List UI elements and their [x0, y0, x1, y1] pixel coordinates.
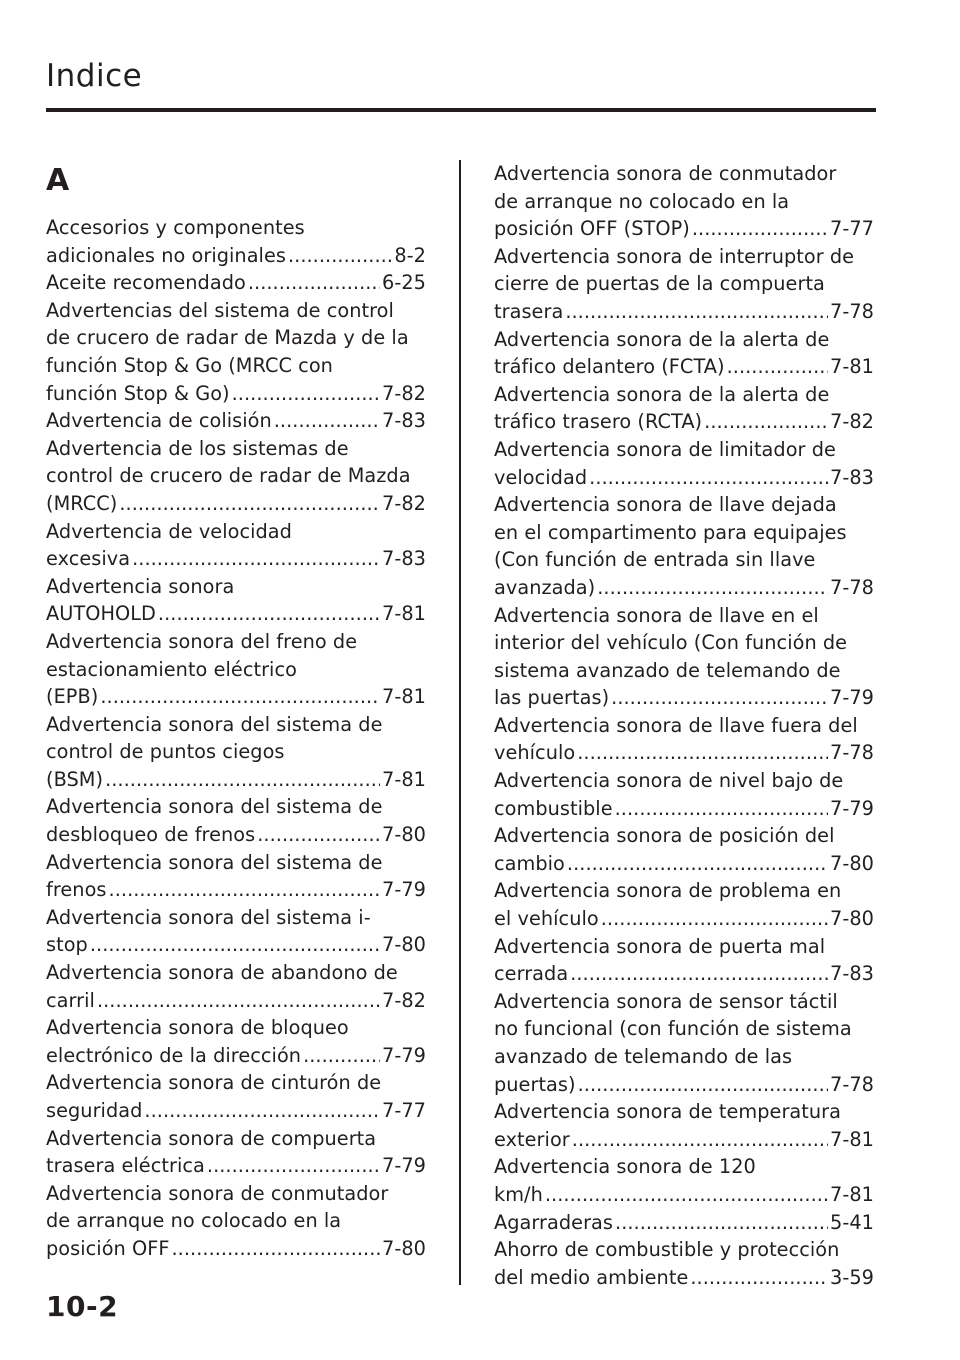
index-entry-last-line	[494, 960, 874, 988]
index-entry-text: Advertencia sonora de posición del	[494, 824, 835, 848]
index-entry-last-line	[494, 464, 874, 492]
column-divider	[459, 160, 461, 1285]
index-entry	[494, 1098, 874, 1153]
index-entry	[494, 1236, 874, 1291]
index-entry	[494, 767, 874, 822]
index-entry-last-line	[494, 215, 874, 243]
dot-leader	[597, 574, 828, 602]
index-entry-page: 7-78	[830, 299, 874, 323]
index-entry-page: 7-81	[830, 1182, 874, 1206]
index-entry-text: (EPB)	[46, 685, 99, 709]
index-entry-text: cambio	[494, 851, 565, 875]
index-entry-last-line	[494, 298, 874, 326]
index-entry	[494, 243, 874, 326]
dot-leader	[545, 1181, 828, 1209]
index-entry	[494, 988, 874, 1098]
index-entry-text: trasera	[494, 299, 564, 323]
dot-leader	[232, 380, 380, 408]
index-column-right	[494, 160, 874, 1291]
index-entry	[46, 297, 426, 407]
dot-leader	[97, 987, 380, 1015]
index-entry-page: 5-41	[830, 1210, 874, 1234]
index-list-left	[46, 214, 426, 1263]
index-entry	[46, 904, 426, 959]
index-entry	[494, 712, 874, 767]
section-letter: A	[46, 163, 70, 198]
index-entry-text: Advertencia sonora de llave dejada	[494, 493, 837, 517]
index-entry-last-line	[494, 1071, 874, 1099]
dot-leader	[303, 1042, 380, 1070]
index-entry-text: Advertencia sonora de puerta mal	[494, 934, 826, 958]
index-entry-page: 7-78	[830, 575, 874, 599]
index-entry-text: control de puntos ciegos	[46, 740, 285, 764]
index-entry-text: el vehículo	[494, 907, 599, 931]
index-entry-last-line	[46, 600, 426, 628]
index-entry-page: 7-77	[382, 1099, 426, 1122]
dot-leader	[274, 407, 380, 435]
index-entry-text: Advertencia sonora de nivel bajo de	[494, 769, 844, 793]
index-entry-text: Advertencia sonora de interruptor de	[494, 244, 855, 268]
dot-leader	[692, 215, 828, 243]
page-number: 10-2	[46, 1290, 119, 1323]
dot-leader	[90, 931, 380, 959]
index-entry-text: estacionamiento eléctrico	[46, 657, 297, 681]
index-entry-last-line	[46, 1097, 426, 1125]
index-entry-text: de arranque no colocado en la	[46, 1209, 342, 1233]
index-entry	[46, 214, 426, 269]
index-entry-last-line	[46, 1152, 426, 1180]
index-entry-page: 7-79	[382, 1043, 426, 1067]
index-entry-last-line	[494, 1126, 874, 1154]
dot-leader	[704, 408, 828, 436]
index-entry-text: Advertencia sonora de abandono de	[46, 961, 398, 985]
index-entry-last-line	[46, 490, 426, 518]
index-entry-text: puertas)	[494, 1072, 576, 1096]
index-entry-text: vehículo	[494, 741, 576, 765]
index-entry-last-line	[46, 1042, 426, 1070]
dot-leader	[727, 353, 828, 381]
dot-leader	[570, 960, 828, 988]
index-entry-text: no funcional (con función de sistema	[494, 1017, 852, 1041]
index-entry-page: 7-79	[382, 1154, 426, 1178]
index-entry-text: km/h	[494, 1182, 543, 1206]
index-entry-text: tráfico trasero (RCTA)	[494, 410, 703, 434]
index-entry-page: 7-81	[382, 767, 426, 791]
index-entry	[494, 1209, 874, 1237]
index-entry	[494, 436, 874, 491]
index-entry-page: 7-83	[830, 962, 874, 986]
index-entry-last-line	[494, 795, 874, 823]
index-entry-text: función Stop & Go (MRCC con	[46, 353, 333, 377]
index-entry	[46, 518, 426, 573]
header-rule	[46, 108, 876, 112]
dot-leader	[100, 683, 380, 711]
index-entry-text: seguridad	[46, 1099, 143, 1122]
dot-leader	[611, 684, 828, 712]
index-entry	[46, 1014, 426, 1069]
index-entry-text: Advertencia sonora de conmutador	[46, 1181, 389, 1205]
index-entry-last-line	[494, 353, 874, 381]
dot-leader	[577, 739, 828, 767]
index-entry-text: en el compartimento para equipajes	[494, 520, 847, 544]
index-entry-last-line	[46, 876, 426, 904]
dot-leader	[690, 1264, 828, 1292]
index-entry-text: control de crucero de radar de Mazda	[46, 464, 411, 488]
index-entry-text: Ahorro de combustible y protección	[494, 1238, 840, 1262]
index-entry-page: 7-81	[830, 1127, 874, 1151]
index-entry	[494, 326, 874, 381]
dot-leader	[567, 850, 828, 878]
dot-leader	[615, 795, 828, 823]
index-entry	[46, 849, 426, 904]
index-entry-text: Advertencia sonora de la alerta de	[494, 382, 830, 406]
index-entry-text: Advertencia sonora de limitador de	[494, 437, 836, 461]
dot-leader	[109, 876, 381, 904]
dot-leader	[601, 905, 828, 933]
index-entry	[46, 1069, 426, 1124]
index-entry-text: Advertencia sonora de conmutador	[494, 162, 837, 185]
index-entry-page: 7-77	[830, 217, 874, 241]
index-entry-page: 7-79	[830, 796, 874, 820]
index-entry-page: 7-80	[830, 851, 874, 875]
index-entry-text: (Con función de entrada sin llave	[494, 548, 816, 572]
index-list-right	[494, 160, 874, 1291]
index-entry-page: 7-80	[382, 823, 426, 847]
index-entry-last-line	[46, 821, 426, 849]
index-entry-text: Advertencia sonora de temperatura	[494, 1100, 842, 1124]
index-entry	[46, 628, 426, 711]
index-entry	[494, 381, 874, 436]
index-entry-last-line	[46, 766, 426, 794]
index-entry-page: 7-82	[382, 381, 426, 405]
index-entry-page: 7-83	[382, 547, 426, 571]
index-entry-text: Advertencia sonora del freno de	[46, 629, 358, 653]
index-entry	[46, 1125, 426, 1180]
index-entry-last-line	[494, 408, 874, 436]
dot-leader	[207, 1152, 380, 1180]
index-entry-text: frenos	[46, 878, 107, 902]
index-entry-text: Aceite recomendado	[46, 271, 246, 295]
index-entry-text: exterior	[494, 1127, 570, 1151]
index-entry-last-line	[494, 1181, 874, 1209]
index-entry-text: Advertencia sonora de sensor táctil	[494, 989, 838, 1013]
index-entry-page: 7-78	[830, 1072, 874, 1096]
index-entry-last-line	[494, 905, 874, 933]
index-entry-text: Advertencias del sistema de control	[46, 298, 394, 322]
index-entry	[46, 793, 426, 848]
dot-leader	[578, 1071, 828, 1099]
index-entry-text: combustible	[494, 796, 613, 820]
index-entry-text: Advertencia sonora de bloqueo	[46, 1016, 349, 1040]
dot-leader	[132, 545, 380, 573]
index-entry	[46, 435, 426, 518]
index-entry	[494, 822, 874, 877]
dot-leader	[589, 464, 828, 492]
index-entry-text: sistema avanzado de telemando de	[494, 658, 841, 682]
index-entry	[494, 933, 874, 988]
index-entry-text: (BSM)	[46, 767, 104, 791]
page-header-title: Indice	[46, 58, 143, 94]
index-entry-text: de arranque no colocado en la	[494, 189, 790, 213]
index-entry-text: Advertencia de los sistemas de	[46, 436, 349, 460]
index-entry-last-line	[46, 545, 426, 573]
dot-leader	[565, 298, 828, 326]
index-entry-page: 3-59	[830, 1265, 874, 1289]
index-entry-text: stop	[46, 933, 88, 957]
index-entry-last-line	[46, 987, 426, 1015]
index-entry-page: 7-80	[382, 1236, 426, 1260]
index-entry-page: 7-82	[382, 491, 426, 515]
index-entry	[494, 877, 874, 932]
index-entry-page: 7-81	[382, 602, 426, 626]
index-entry-text: Accesorios y componentes	[46, 216, 305, 239]
index-entry-text: adicionales no originales	[46, 243, 286, 267]
dot-leader	[257, 821, 380, 849]
index-entry-text: Advertencia sonora de cinturón de	[46, 1071, 382, 1095]
index-entry-last-line	[494, 1264, 874, 1292]
dot-leader	[172, 1235, 381, 1263]
index-entry-last-line	[494, 1209, 874, 1237]
index-entry-text: trasera eléctrica	[46, 1154, 205, 1178]
index-entry	[46, 269, 426, 297]
index-entry-text: función Stop & Go)	[46, 381, 230, 405]
index-entry-page: 7-82	[382, 988, 426, 1012]
index-entry-last-line	[46, 242, 426, 270]
index-entry-text: interior del vehículo (Con función de	[494, 631, 848, 655]
index-entry-text: Agarraderas	[494, 1210, 614, 1234]
index-entry-text: Advertencia sonora del sistema de	[46, 712, 383, 736]
index-entry	[494, 491, 874, 601]
dot-leader	[119, 490, 380, 518]
index-entry-text: posición OFF (STOP)	[494, 217, 690, 241]
index-entry-last-line	[46, 931, 426, 959]
index-entry-last-line	[46, 407, 426, 435]
dot-leader	[105, 766, 380, 794]
index-entry-page: 7-81	[830, 355, 874, 379]
index-entry-last-line	[494, 850, 874, 878]
dot-leader	[615, 1209, 828, 1237]
index-entry-text: Advertencia de colisión	[46, 409, 272, 433]
index-entry-text: tráfico delantero (FCTA)	[494, 355, 725, 379]
index-entry-text: carril	[46, 988, 95, 1012]
index-entry-text: Advertencia sonora de problema en	[494, 879, 842, 903]
index-entry-text: Advertencia sonora del sistema i-	[46, 905, 371, 929]
dot-leader	[248, 269, 380, 297]
index-entry-last-line	[46, 1235, 426, 1263]
index-entry-text: AUTOHOLD	[46, 602, 156, 626]
dot-leader	[144, 1097, 380, 1125]
index-entry-text: del medio ambiente	[494, 1265, 689, 1289]
index-entry-page: 7-82	[830, 410, 874, 434]
index-entry-page: 8-2	[394, 243, 426, 267]
index-entry	[46, 959, 426, 1014]
index-entry-last-line	[494, 739, 874, 767]
index-entry-text: Advertencia sonora	[46, 574, 235, 598]
index-entry-last-line	[494, 684, 874, 712]
index-entry-last-line	[46, 683, 426, 711]
index-entry-text: cierre de puertas de la compuerta	[494, 272, 825, 296]
index-entry-text: electrónico de la dirección	[46, 1043, 302, 1067]
index-entry	[46, 407, 426, 435]
index-entry-text: (MRCC)	[46, 491, 118, 515]
index-entry-text: desbloqueo de frenos	[46, 823, 256, 847]
index-entry-page: 7-78	[830, 741, 874, 765]
index-entry-last-line	[46, 269, 426, 297]
dot-leader	[572, 1126, 828, 1154]
index-entry-last-line	[46, 380, 426, 408]
index-entry-text: avanzada)	[494, 575, 596, 599]
index-entry	[46, 1180, 426, 1263]
index-entry-text: Advertencia sonora de llave fuera del	[494, 713, 858, 737]
index-entry-text: Advertencia sonora de la alerta de	[494, 327, 830, 351]
index-entry-text: cerrada	[494, 962, 569, 986]
index-entry-text: Advertencia de velocidad	[46, 519, 292, 543]
index-entry-text: las puertas)	[494, 686, 610, 710]
index-entry-text: Advertencia sonora de compuerta	[46, 1126, 377, 1150]
index-entry-page: 7-83	[830, 465, 874, 489]
index-entry-text: de crucero de radar de Mazda y de la	[46, 326, 409, 350]
index-entry-text: Advertencia sonora del sistema de	[46, 850, 383, 874]
index-entry-text: avanzado de telemando de las	[494, 1045, 793, 1068]
index-entry	[494, 602, 874, 712]
index-entry-page: 7-80	[382, 933, 426, 957]
index-entry	[46, 573, 426, 628]
index-entry-page: 7-80	[830, 907, 874, 931]
index-entry	[494, 160, 874, 243]
index-entry-page: 7-81	[382, 685, 426, 709]
index-entry-page: 6-25	[382, 271, 426, 295]
index-entry-text: Advertencia sonora del sistema de	[46, 795, 383, 819]
dot-leader	[288, 242, 392, 270]
index-entry-text: excesiva	[46, 547, 131, 571]
index-entry-last-line	[494, 574, 874, 602]
index-entry	[46, 711, 426, 794]
index-entry	[494, 1153, 874, 1208]
index-entry-text: Advertencia sonora de llave en el	[494, 603, 819, 627]
index-entry-text: posición OFF	[46, 1236, 170, 1260]
index-entry-page: 7-79	[382, 878, 426, 902]
index-entry-text: velocidad	[494, 465, 588, 489]
index-entry-page: 7-83	[382, 409, 426, 433]
index-entry-text: Advertencia sonora de 120	[494, 1155, 756, 1179]
dot-leader	[158, 600, 380, 628]
index-entry-page: 7-79	[830, 686, 874, 710]
index-column-left	[46, 160, 426, 1263]
